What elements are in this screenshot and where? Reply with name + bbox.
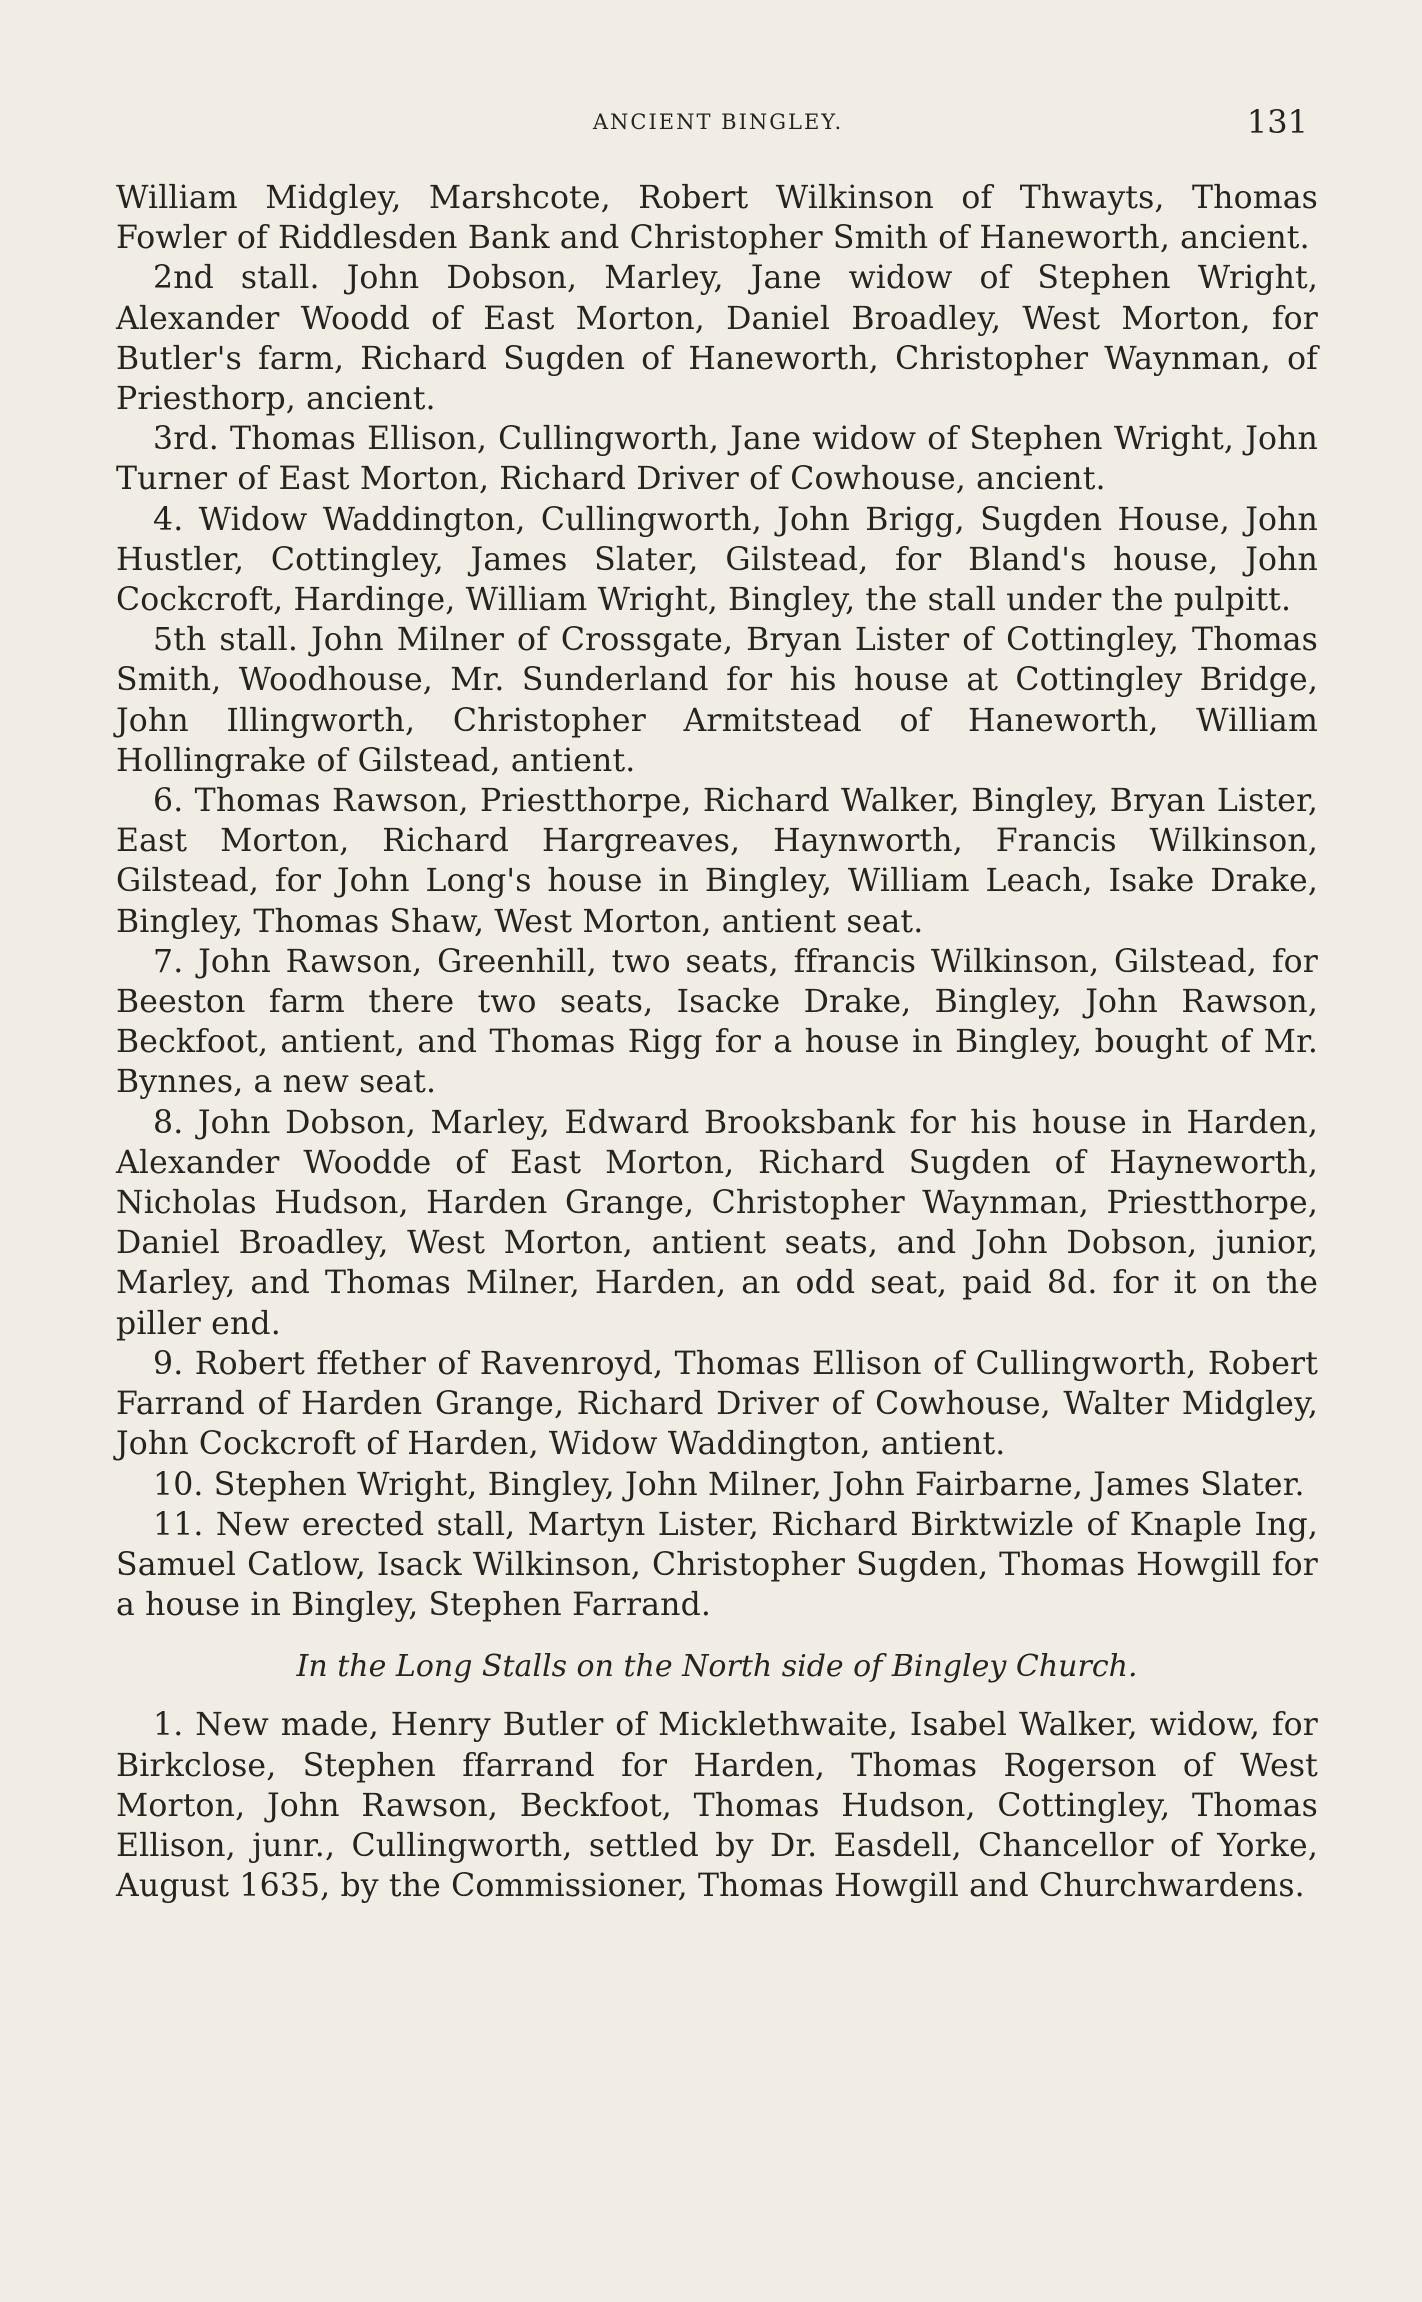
paragraph-stall-5: 5th stall. John Milner of Crossgate, Bryan Lister of Cottingley, Thomas Smith, Woodhouse, Mr. Sunderland for his house at Cottingley Bridge, John Illingworth, Christopher Armitstead of Haneworth, William Hollingrake of Gilstead, antient. — [116, 622, 1318, 779]
paragraph-stall-2: 2nd stall. John Dobson, Marley, Jane widow of Stephen Wright, Alexander Woodd of East Morton, Daniel Broadley, West Morton, for Butler's farm, Richard Sugden of Haneworth, Christopher Waynman, of Priesthorp, ancient. — [116, 260, 1318, 418]
paragraph-stall-7: 7. John Rawson, Greenhill, two seats, ffrancis Wilkinson, Gilstead, for Beeston farm there two seats, Isacke Drake, Bingley, John Rawson, Beckfoot, antient, and Thomas Rigg for a house in Bingley, bought of Mr. Bynnes, a new seat. — [116, 943, 1318, 1101]
paragraph-stall-6: 6. Thomas Rawson, Priestthorpe, Richard Walker, Bingley, Bryan Lister, East Morton, Richard Hargreaves, Haynworth, Francis Wilkinson, Gilstead, for John Long's house in Bingley, William Leach, Isake Drake, Bingley, Thomas Shaw, West Morton, antient seat. — [116, 783, 1318, 940]
running-header — [118, 102, 1318, 142]
paragraph-stall-4: 4. Widow Waddington, Cullingworth, John Brigg, Sugden House, John Hustler, Cottingley, James Slater, Gilstead, for Bland's house, John Cockcroft, Hardinge, William Wright, Bingley, the stall under the pulpitt. — [116, 501, 1318, 619]
paragraph-stall-10: 10. Stephen Wright, Bingley, John Milner, John Fairbarne, James Slater. — [153, 1466, 1305, 1503]
running-title: ANCIENT BINGLEY. — [592, 110, 844, 134]
paragraph-long-stall-1: 1. New made, Henry Butler of Micklethwaite, Isabel Walker, widow, for Birkclose, Stephen ffarrand for Harden, Thomas Rogerson of West Morton, John Rawson, Beckfoot, Thomas Hudson, Cottingley, Thomas Ellison, junr., Cullingworth, settled by Dr. Easdell, Chancellor of Yorke, August 1635, by the Commissioner, Thomas Howgill and Churchwardens. — [116, 1707, 1318, 1905]
paragraph-stall-3: 3rd. Thomas Ellison, Cullingworth, Jane widow of Stephen Wright, John Turner of East Morton, Richard Driver of Cowhouse, ancient. — [116, 421, 1318, 498]
paragraph: William Midgley, Marshcote, Robert Wilkinson of Thwayts, Thomas Fowler of Riddlesden Bank and Christopher Smith of Haneworth, ancient. — [116, 180, 1318, 257]
page-number: 131 — [1246, 103, 1308, 141]
body-text — [116, 178, 1318, 1906]
section-heading: In the Long Stalls on the North side of Bingley Church. — [296, 1649, 1138, 1685]
paragraph-stall-9: 9. Robert ffether of Ravenroyd, Thomas Ellison of Cullingworth, Robert Farrand of Harden Grange, Richard Driver of Cowhouse, Walter Midgley, John Cockcroft of Harden, Widow Waddington, antient. — [116, 1345, 1318, 1463]
paragraph-stall-11: 11. New erected stall, Martyn Lister, Richard Birktwizle of Knaple Ing, Samuel Catlow, Isack Wilkinson, Christopher Sugden, Thomas Howgill for a house in Bingley, Stephen Farrand. — [116, 1506, 1318, 1624]
paragraph-stall-8: 8. John Dobson, Marley, Edward Brooksbank for his house in Harden, Alexander Woodde of East Morton, Richard Sugden of Hayneworth, Nicholas Hudson, Harden Grange, Christopher Waynman, Priestthorpe, Daniel Broadley, West Morton, antient seats, and John Dobson, junior, Marley, and Thomas Milner, Harden, an odd seat, paid 8d. for it on the piller end. — [116, 1104, 1318, 1342]
